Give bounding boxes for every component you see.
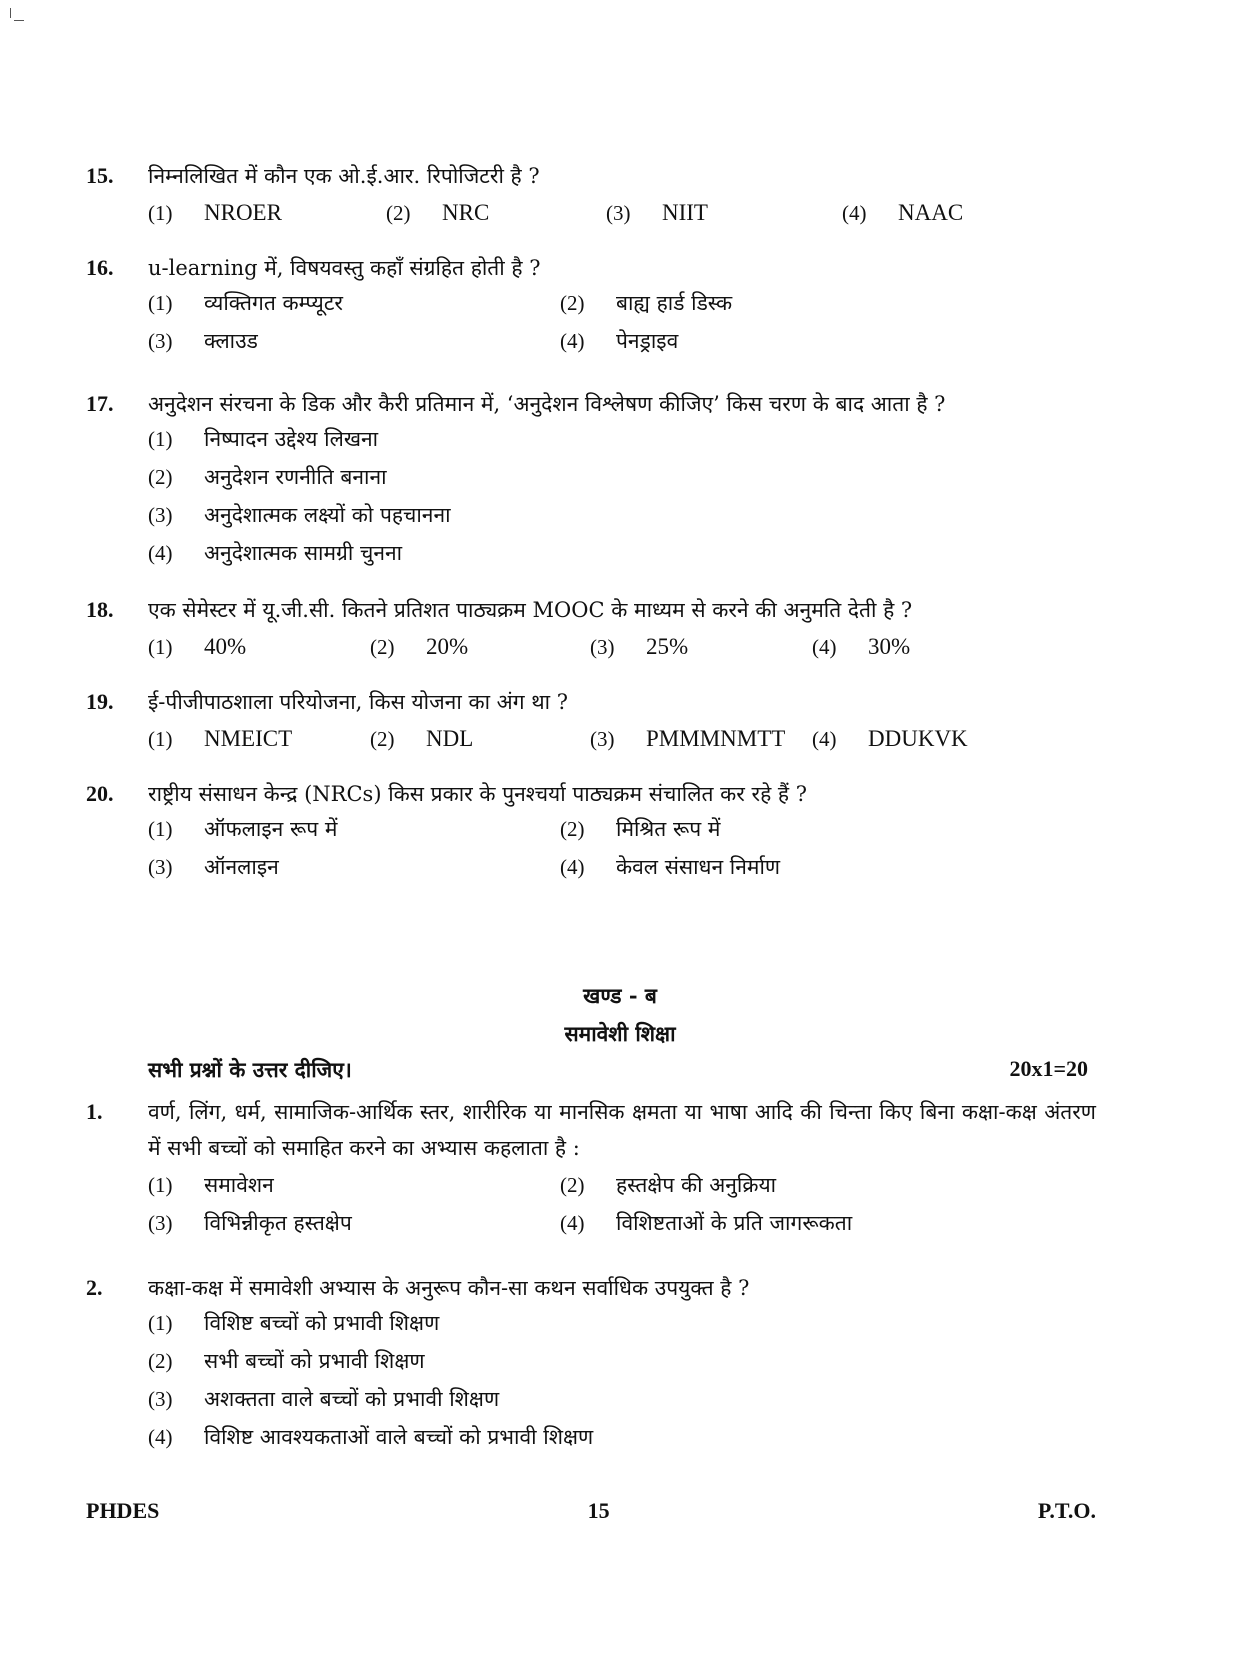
- option-number: (4): [812, 727, 837, 751]
- section-heading: खण्ड - ब: [583, 983, 657, 1008]
- question-text: राष्ट्रीय संसाधन केन्द्र (NRCs) किस प्रकार के पुनश्चर्या पाठ्यक्रम संचालित कर रहे हैं ?: [148, 782, 807, 806]
- pto-note: P.T.O.: [1037, 1498, 1096, 1523]
- option-number: (3): [590, 727, 615, 751]
- option-number: (3): [148, 1211, 173, 1235]
- option-text: व्यक्तिगत कम्प्यूटर: [204, 291, 343, 315]
- question-b-2: [86, 1272, 1096, 1456]
- option-text: अशक्तता वाले बच्चों को प्रभावी शिक्षण: [204, 1387, 500, 1411]
- option-number: (1): [148, 635, 173, 659]
- question-18: [86, 594, 1096, 664]
- option-number: (3): [606, 201, 631, 225]
- option-number: (2): [560, 291, 585, 315]
- option-text: PMMMNMTT: [646, 726, 786, 751]
- question-text: वर्ण, लिंग, धर्म, सामाजिक-आर्थिक स्तर, शारीरिक या मानसिक क्षमता या भाषा आदि की चिन्ता किए बिना कक्षा-कक्ष अंतरण में सभी बच्चों को समाहित करने का अभ्यास कहलाता है :: [148, 1100, 1096, 1160]
- page-footer: [86, 1498, 1096, 1524]
- option-text: अनुदेशात्मक लक्ष्यों को पहचानना: [204, 503, 451, 527]
- option-text: विशिष्ट आवश्यकताओं वाले बच्चों को प्रभावी शिक्षण: [204, 1425, 594, 1449]
- option-text: समावेशन: [204, 1173, 274, 1197]
- option-text: विशिष्ट बच्चों को प्रभावी शिक्षण: [204, 1311, 440, 1335]
- question-b-1: [86, 1094, 1096, 1242]
- option-number: (2): [370, 635, 395, 659]
- question-number: 1.: [86, 1099, 103, 1124]
- question-number: 15.: [86, 163, 114, 188]
- option-text: अनुदेशन रणनीति बनाना: [204, 465, 387, 489]
- option-number: (1): [148, 201, 173, 225]
- section-subheading: समावेशी शिक्षा: [564, 1021, 676, 1046]
- option-number: (4): [560, 1211, 585, 1235]
- option-text: NROER: [204, 200, 282, 225]
- options: [148, 196, 1096, 230]
- option-text: केवल संसाधन निर्माण: [616, 855, 781, 879]
- option-number: (2): [560, 1173, 585, 1197]
- option-text: निष्पादन उद्देश्य लिखना: [204, 427, 379, 451]
- option-number: (1): [148, 817, 173, 841]
- option-number: (2): [370, 727, 395, 751]
- option-text: बाह्य हार्ड डिस्क: [616, 291, 733, 315]
- option-number: (4): [560, 329, 585, 353]
- option-number: (2): [148, 465, 173, 489]
- option-number: (3): [148, 855, 173, 879]
- question-20: [86, 778, 1096, 886]
- option-text: ऑफलाइन रूप में: [204, 817, 338, 841]
- option-text: ऑनलाइन: [204, 855, 279, 879]
- option-number: (3): [148, 503, 173, 527]
- question-19: [86, 686, 1096, 756]
- option-text: DDUKVK: [868, 726, 968, 751]
- question-number: 20.: [86, 781, 114, 806]
- question-text: ई-पीजीपाठशाला परियोजना, किस योजना का अंग था ?: [148, 690, 569, 714]
- question-text: एक सेमेस्टर में यू.जी.सी. कितने प्रतिशत पाठ्यक्रम MOOC के माध्यम से करने की अनुमति देती है ?: [148, 598, 913, 622]
- question-text: निम्नलिखित में कौन एक ओ.ई.आर. रिपोजिटरी है ?: [148, 164, 540, 188]
- question-15: [86, 160, 1096, 230]
- option-text: 40%: [204, 634, 247, 659]
- option-number: (1): [148, 1311, 173, 1335]
- question-number: 17.: [86, 391, 114, 416]
- option-number: (4): [842, 201, 867, 225]
- option-number: (4): [560, 855, 585, 879]
- option-text: विशिष्टताओं के प्रति जागरूकता: [616, 1211, 853, 1235]
- question-number: 18.: [86, 597, 114, 622]
- marks-scheme: 20x1=20: [1009, 1056, 1088, 1081]
- option-number: (3): [148, 329, 173, 353]
- option-text: हस्तक्षेप की अनुक्रिया: [616, 1173, 777, 1197]
- scan-mark: [10, 8, 11, 18]
- option-number: (1): [148, 291, 173, 315]
- question-number: 16.: [86, 255, 114, 280]
- question-text: कक्षा-कक्ष में समावेशी अभ्यास के अनुरूप कौन-सा कथन सर्वाधिक उपयुक्त है ?: [148, 1276, 750, 1300]
- option-text: विभिन्नीकृत हस्तक्षेप: [204, 1211, 352, 1235]
- option-text: NMEICT: [204, 726, 293, 751]
- option-text: क्लाउड: [204, 329, 258, 353]
- option-text: NDL: [426, 726, 474, 751]
- paper-code: PHDES: [86, 1498, 160, 1523]
- option-number: (4): [148, 541, 173, 565]
- question-text: अनुदेशन संरचना के डिक और कैरी प्रतिमान में, ‘अनुदेशन विश्लेषण कीजिए’ किस चरण के बाद आता है ?: [148, 392, 946, 416]
- question-16: [86, 252, 1096, 360]
- option-number: (1): [148, 727, 173, 751]
- option-text: NAAC: [898, 200, 964, 225]
- question-17: [86, 388, 1096, 572]
- scan-mark: [14, 20, 24, 21]
- option-text: 25%: [646, 634, 689, 659]
- option-text: NIIT: [662, 200, 708, 225]
- option-number: (4): [812, 635, 837, 659]
- option-text: मिश्रित रूप में: [616, 817, 721, 841]
- option-number: (4): [148, 1425, 173, 1449]
- option-number: (1): [148, 427, 173, 451]
- instruction-text: सभी प्रश्नों के उत्तर दीजिए।: [148, 1057, 352, 1082]
- section-instruction: [148, 1056, 1088, 1084]
- question-number: 19.: [86, 689, 114, 714]
- option-text: 20%: [426, 634, 469, 659]
- option-number: (3): [148, 1387, 173, 1411]
- option-number: (2): [148, 1349, 173, 1373]
- option-text: 30%: [868, 634, 911, 659]
- question-text: u-learning में, विषयवस्तु कहाँ संग्रहित होती है ?: [148, 256, 541, 280]
- option-text: अनुदेशात्मक सामग्री चुनना: [204, 541, 403, 565]
- question-number: 2.: [86, 1275, 103, 1300]
- option-number: (2): [386, 201, 411, 225]
- option-number: (2): [560, 817, 585, 841]
- page-number: 15: [587, 1498, 610, 1523]
- option-text: पेनड्राइव: [616, 329, 679, 353]
- option-number: (1): [148, 1173, 173, 1197]
- option-text: NRC: [442, 200, 490, 225]
- option-number: (3): [590, 635, 615, 659]
- option-text: सभी बच्चों को प्रभावी शिक्षण: [204, 1349, 425, 1373]
